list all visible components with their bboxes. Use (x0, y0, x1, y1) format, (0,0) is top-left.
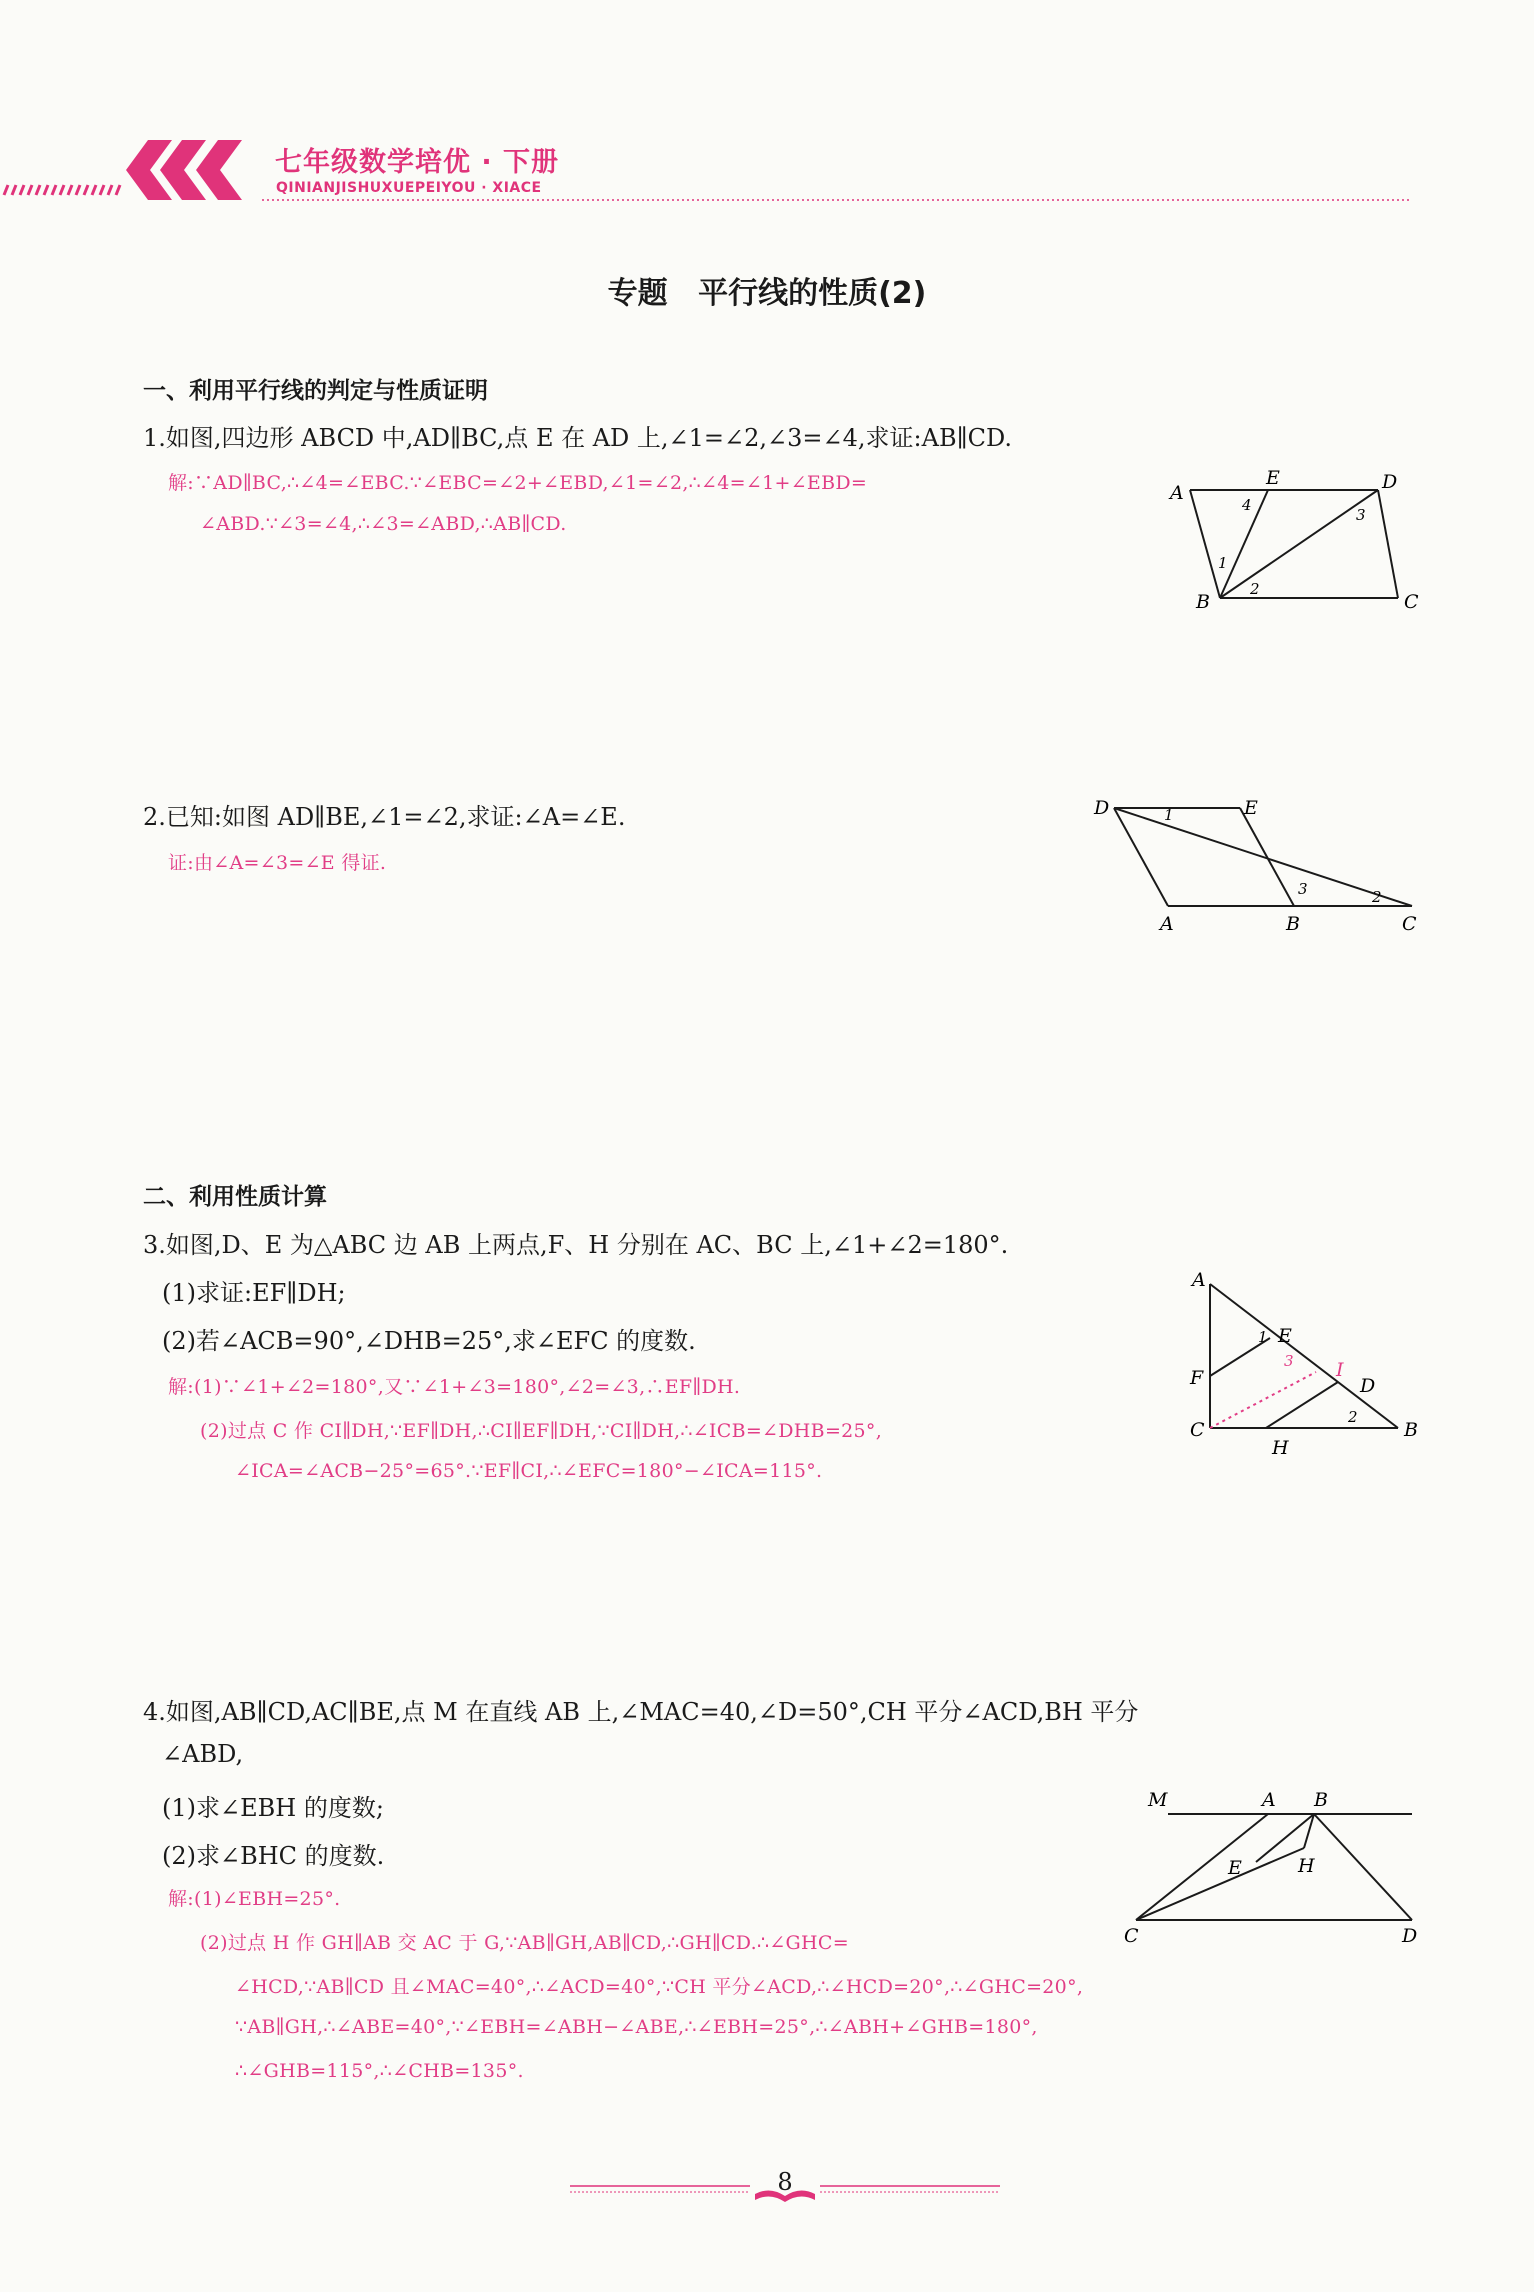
q1-label-a: A (1170, 482, 1184, 504)
q4-answer-line-3: ∠HCD,∵AB∥CD 且∠MAC=40°,∴∠ACD=40°,∵CH 平分∠ACD,∴∠HCD=20°,∴∠GHC=20°, (235, 1976, 1084, 1998)
q4-part-2: (2)求∠BHC 的度数. (162, 1842, 385, 1870)
series-title: 七年级数学培优 · 下册 (275, 147, 560, 178)
q2-label-b: B (1286, 913, 1300, 935)
q3-label-h: H (1272, 1437, 1289, 1459)
q2-text: 2.已知:如图 AD∥BE,∠1=∠2,求证:∠A=∠E. (143, 803, 626, 831)
q2-label-c: C (1402, 913, 1417, 935)
topic-title: 平行线的性质(2) (698, 276, 927, 311)
series-subtitle: QINIANJISHUXUEPEIYOU · XIACE (276, 180, 542, 196)
section-1-title: 一、利用平行线的判定与性质证明 (143, 378, 488, 404)
chevron-shape-3 (196, 140, 242, 200)
q3-answer-line-2: (2)过点 C 作 CI∥DH,∵EF∥DH,∴CI∥EF∥DH,∵CI∥DH,∴∠ICB=∠DHB=25°, (200, 1420, 883, 1442)
page-title (0, 268, 1534, 312)
q1-angle-1: 1 (1218, 554, 1228, 572)
q1-label-c: C (1404, 591, 1419, 613)
q3-label-c: C (1190, 1419, 1205, 1441)
q4-answer-line-2: (2)过点 H 作 GH∥AB 交 AC 于 G,∵AB∥GH,AB∥CD,∴GH∥CD.∴∠GHC= (200, 1932, 849, 1954)
q3-answer-line-1: 解:(1)∵∠1+∠2=180°,又∵∠1+∠3=180°,∠2=∠3,∴EF∥DH. (168, 1376, 741, 1398)
q4-label-m: M (1148, 1789, 1168, 1811)
topic-label: 专题 (607, 276, 668, 311)
q4-answer-line-1: 解:(1)∠EBH=25°. (168, 1888, 341, 1910)
q3-angle-1: 1 (1258, 1328, 1268, 1346)
q3-label-d: D (1360, 1375, 1376, 1397)
q4-label-d: D (1402, 1925, 1418, 1947)
q4-text-line-1: 4.如图,AB∥CD,AC∥BE,点 M 在直线 AB 上,∠MAC=40,∠D=50°,CH 平分∠ACD,BH 平分 (143, 1698, 1139, 1726)
q1-angle-2: 2 (1250, 580, 1260, 598)
q4-label-c: C (1124, 1925, 1139, 1947)
q1-answer-line-1: 解:∵AD∥BC,∴∠4=∠EBC.∵∠EBC=∠2+∠EBD,∠1=∠2,∴∠4=∠1+∠EBD= (168, 472, 868, 494)
header-stripes (4, 185, 120, 195)
q3-part-1: (1)求证:EF∥DH; (162, 1279, 346, 1307)
q2-angle-2: 2 (1372, 888, 1382, 906)
q3-text: 3.如图,D、E 为△ABC 边 AB 上两点,F、H 分别在 AC、BC 上,∠1+∠2=180°. (143, 1231, 1009, 1259)
page-number: 8 (777, 2168, 793, 2196)
q3-label-a: A (1192, 1270, 1206, 1291)
q3-label-i: I (1336, 1359, 1344, 1381)
q3-part-2: (2)若∠ACB=90°,∠DHB=25°,求∠EFC 的度数. (162, 1327, 696, 1355)
q3-label-f: F (1190, 1367, 1204, 1389)
q4-answer-line-4: ∵AB∥GH,∴∠ABE=40°,∵∠EBH=∠ABH−∠ABE,∴∠EBH=25°,∴∠ABH+∠GHB=180°, (235, 2016, 1038, 2038)
q3-figure (1180, 1270, 1430, 1460)
q4-text-line-2: ∠ABD, (162, 1740, 244, 1768)
q4-label-e: E (1228, 1857, 1242, 1879)
q2-label-d: D (1094, 797, 1110, 819)
q2-label-a: A (1160, 913, 1174, 935)
q3-angle-2: 2 (1348, 1408, 1358, 1426)
q1-figure (1160, 462, 1430, 617)
q3-label-e: E (1278, 1325, 1292, 1347)
q3-label-b: B (1404, 1419, 1418, 1441)
q1-answer-line-2: ∠ABD.∵∠3=∠4,∴∠3=∠ABD,∴AB∥CD. (200, 513, 567, 535)
q1-angle-4: 4 (1242, 496, 1252, 514)
q4-answer-line-5: ∴∠GHB=115°,∴∠CHB=135°. (235, 2060, 524, 2082)
q1-label-d: D (1382, 471, 1398, 493)
q2-angle-1: 1 (1164, 806, 1174, 824)
q2-answer-line-1: 证:由∠A=∠3=∠E 得证. (168, 852, 387, 874)
section-2-title: 二、利用性质计算 (143, 1184, 327, 1210)
q4-label-h: H (1298, 1855, 1315, 1877)
q2-figure (1080, 790, 1430, 940)
q3-angle-3: 3 (1284, 1352, 1294, 1370)
q3-answer-line-3: ∠ICA=∠ACB−25°=65°.∵EF∥CI,∴∠EFC=180°−∠ICA=115°. (235, 1460, 823, 1482)
q2-label-e: E (1244, 797, 1258, 819)
q2-angle-3: 3 (1298, 880, 1308, 898)
q4-label-a: A (1262, 1789, 1276, 1811)
header-decoration (0, 140, 1534, 202)
q4-label-b: B (1314, 1789, 1328, 1811)
q4-figure (1120, 1782, 1430, 1952)
q1-text: 1.如图,四边形 ABCD 中,AD∥BC,点 E 在 AD 上,∠1=∠2,∠3=∠4,求证:AB∥CD. (143, 424, 1013, 452)
q4-part-1: (1)求∠EBH 的度数; (162, 1794, 384, 1822)
q1-label-b: B (1196, 591, 1210, 613)
q1-angle-3: 3 (1356, 506, 1366, 524)
q1-label-e: E (1266, 467, 1280, 489)
